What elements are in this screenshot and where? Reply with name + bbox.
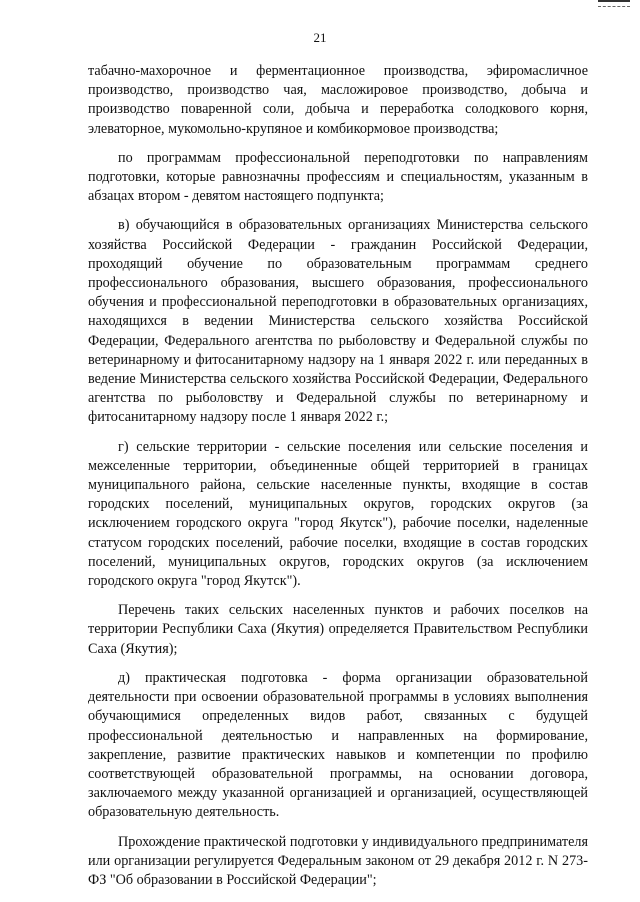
scan-corner-mark [598,0,630,7]
paragraph-item-d-practical-training: д) практическая подготовка - форма организации образовательной деятельности при освоении образовательной программы в условиях выполнения обучающимися определенных видов работ, связанных с будущей профессиональной деятельностью и направленных на формирование, закрепление, развитие практических навыков и компетенции по профилю соответствующей образовательной программы, на основании договора, заключаемого между указанной организацией и организацией, осуществляющей образовательную деятельность. [88,669,588,821]
paragraph-rural-list-definition: Перечень таких сельских населенных пунктов и рабочих поселков на территории Республики Саха (Якутия) определяется Правительством Республики Саха (Якутия); [88,602,588,657]
page-number: 21 [313,30,327,45]
document-body [88,62,588,890]
paragraph-production-list: табачно-махорочное и ферментационное производства, эфиромасличное производство, производство чая, масложировое производство, добыча и производство поваренной соли, добыча и переработка солодкового корня, элеваторное, мукомольно-крупяное и комбикормовое производства; [88,63,588,137]
paragraph-item-v-student: в) обучающийся в образовательных организациях Министерства сельского хозяйства Российской Федерации - гражданин Российской Федерации, проходящий обучение по образовательным программам среднего профессионального образования, высшего образования, профессионального обучения и профессиональной переподготовки в образовательных организациях, находящихся в ведении Министерства сельского хозяйства Российской Федерации, Федерального агентства по рыболовству и Федеральной службы по ветеринарному и фитосанитарному надзору на 1 января 2022 г. или переданных в ведение Министерства сельского хозяйства Российской Федерации, Федерального агентства по рыболовству и Федеральной службы по ветеринарному и фитосанитарному надзору после 1 января 2022 г.; [88,217,588,426]
paragraph-item-g-rural-territories: г) сельские территории - сельские поселения или сельские поселения и межселенные территории, объединенные общей территорией в границах муниципального района, сельские населенные пункты, входящие в состав городских поселений, муниципальных округов, городских округов (за исключением городского округа "город Якутск"), рабочие поселки, наделенные статусом городских поселений, рабочие поселки, входящие в состав городских поселений, муниципальных округов, городских округов (за исключением городского округа "город Якутск"). [88,438,588,590]
paragraph-practical-training-regulation: Прохождение практической подготовки у индивидуального предпринимателя или организации регулируется Федеральным законом от 29 декабря 2012 г. N 273-ФЗ "Об образовании в Российской Федерации"; [88,833,588,888]
paragraph-retraining-programs: по программам профессиональной переподготовки по направлениям подготовки, которые равнозначны профессиям и специальностям, указанным в абзацах втором - девятом настоящего подпункта; [88,149,588,205]
